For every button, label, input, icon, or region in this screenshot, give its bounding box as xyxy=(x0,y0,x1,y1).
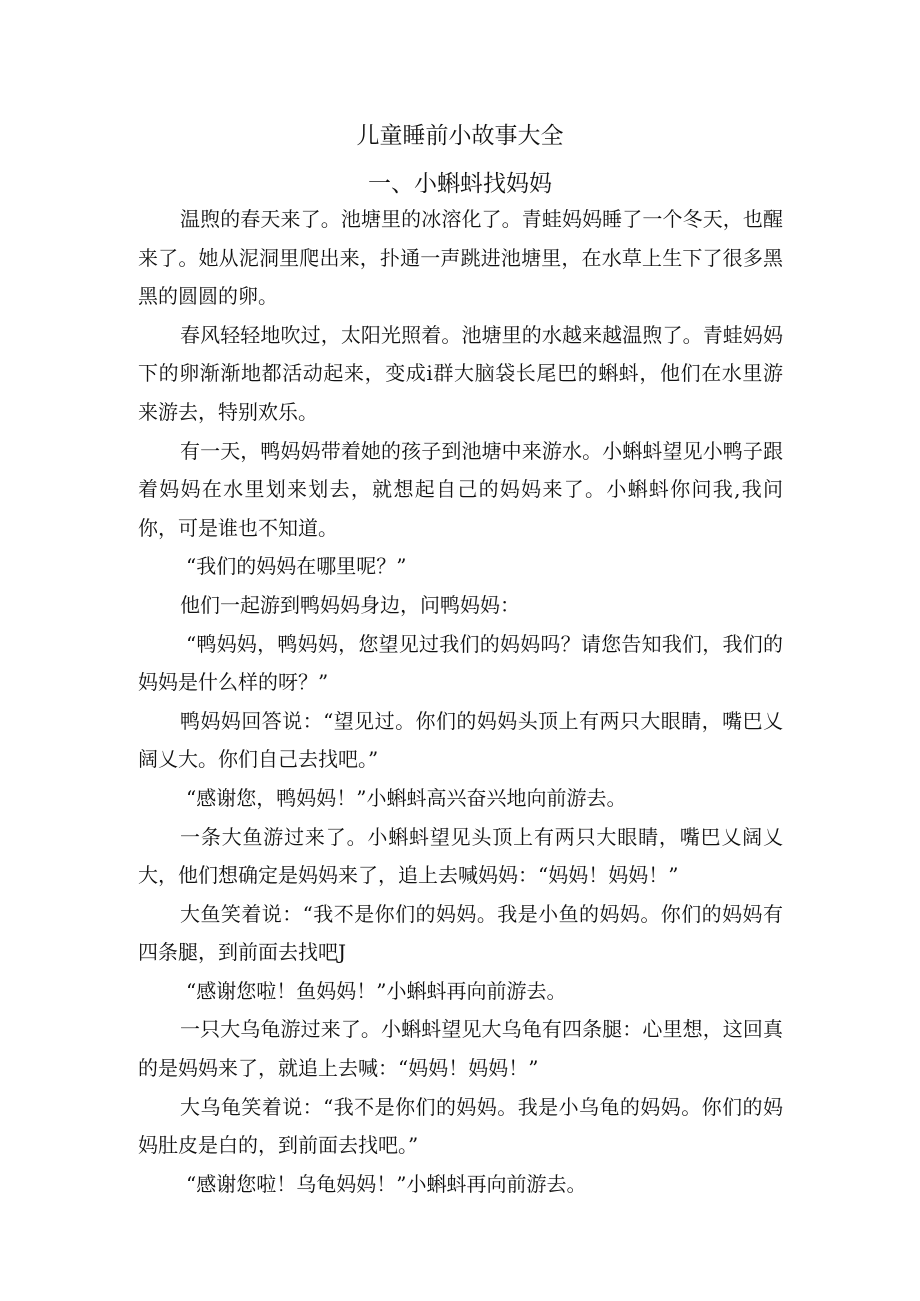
story-paragraph: “感谢您，鸭妈妈！”小蝌蚪高兴奋兴地向前游去。 xyxy=(186,785,627,810)
story-body xyxy=(138,200,783,1203)
story-paragraph: 他们一起游到鸭妈妈身边，问鸭妈妈： xyxy=(180,592,520,617)
story-paragraph: 大乌龟笑着说：“我不是你们的妈妈。我是小乌龟的妈妈。你们的妈妈肚皮是白的，到前面去找吧。” xyxy=(138,1094,783,1158)
section-title: 一、小蝌蚪找妈妈 xyxy=(368,171,552,197)
story-paragraph: 一条大鱼游过来了。小蝌蚪望见头顶上有两只大眼睛，嘴巴乂阔乂大，他们想确定是妈妈来了，追上去喊妈妈：“妈妈！妈妈！” xyxy=(138,824,783,888)
story-paragraph: 大鱼笑着说：“我不是你们的妈妈。我是小鱼的妈妈。你们的妈妈有四条腿，到前面去找吧J xyxy=(138,901,783,965)
document-title: 儿童睡前小故事大全 xyxy=(356,123,564,149)
story-paragraph: “我们的妈妈在哪里呢？” xyxy=(186,554,407,579)
story-paragraph: “感谢您啦！鱼妈妈！”小蝌蚪再向前游去。 xyxy=(186,978,567,1003)
story-paragraph: 春风轻轻地吹过，太阳光照着。池塘里的水越来越温煦了。青蛙妈妈下的卵渐渐地都活动起来，变成i群大脑袋长尾巴的蝌蚪，他们在水里游来游去，特别欢乐。 xyxy=(138,322,783,424)
story-paragraph: “鸭妈妈，鸭妈妈，您望见过我们的妈妈吗？请您告知我们，我们的妈妈是什么样的呀？” xyxy=(138,631,783,695)
story-paragraph: “感谢您啦！乌龟妈妈！”小蝌蚪再向前游去。 xyxy=(186,1171,587,1196)
story-paragraph: 温煦的春天来了。池塘里的冰溶化了。青蛙妈妈睡了一个冬天，也醒来了。她从泥洞里爬出来，扑通一声跳进池塘里，在水草上生下了很多黑黑的圆圆的卵。 xyxy=(138,207,783,309)
story-paragraph: 有一天，鸭妈妈带着她的孩子到池塘中来游水。小蝌蚪望见小鸭子跟着妈妈在水里划来划去，就想起自己的妈妈来了。小蝌蚪你问我,我问你，可是谁也不知道。 xyxy=(138,438,783,540)
story-paragraph: 一只大乌龟游过来了。小蝌蚪望见大乌龟有四条腿：心里想，这回真的是妈妈来了，就追上去喊：“妈妈！妈妈！” xyxy=(138,1017,783,1081)
story-paragraph: 鸭妈妈回答说：“望见过。你们的妈妈头顶上有两只大眼睛，嘴巴乂阔乂大。你们自己去找吧。” xyxy=(138,708,783,772)
